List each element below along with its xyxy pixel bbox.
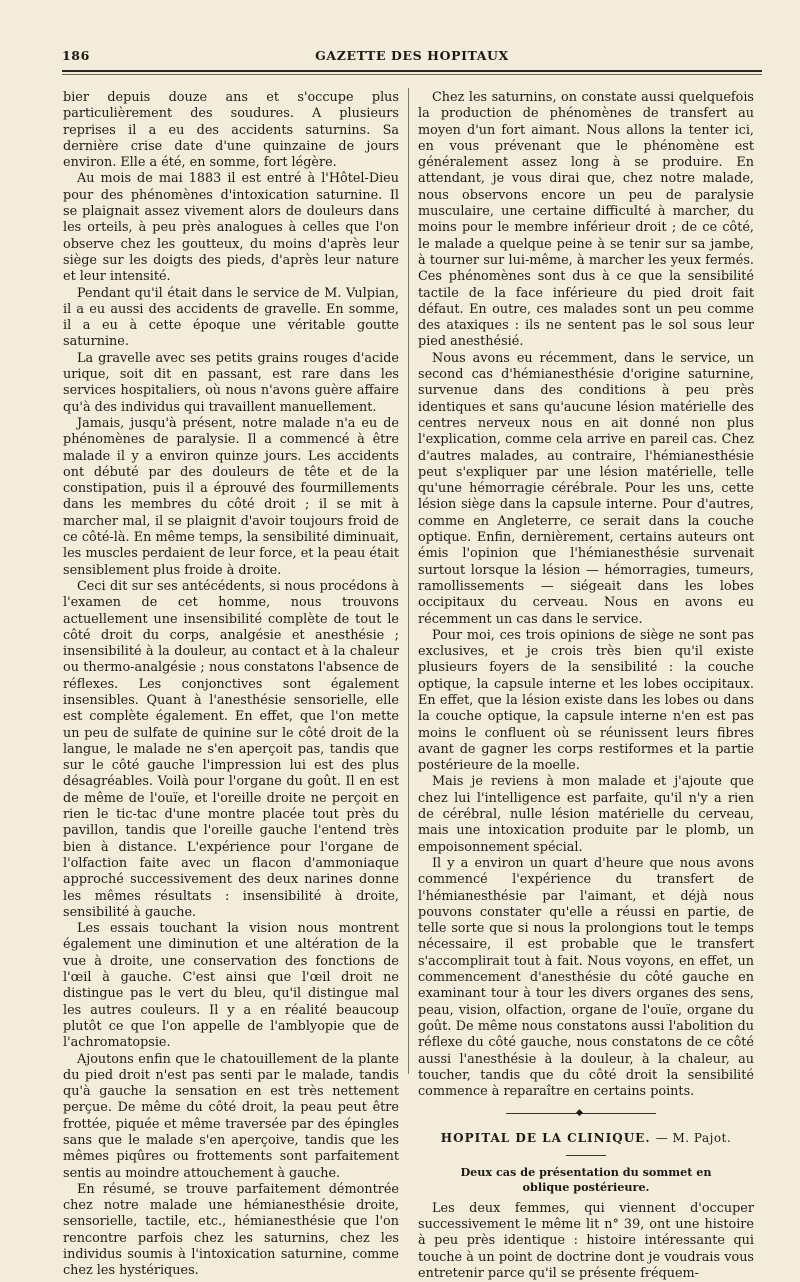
page-header xyxy=(62,48,762,68)
paragraph: En résumé, se trouve parfaitement démontrée chez notre malade une hémianesthésie droite, sensorielle, tactile, etc., hémianesthésie que l'on rencontre parfois chez les saturnins, chez les individus soumis à l'intoxication saturnine, comme chez les hystériques. xyxy=(63,1181,399,1279)
journal-title: GAZETTE DES HOPITAUX xyxy=(315,48,509,63)
paragraph: Nous avons eu récemment, dans le service, un second cas d'hémianesthésie d'origine saturnine, survenue dans des conditions à peu près identiques et sans qu'aucune lésion matérielle des centres nerveux nous en ait donné non plus l'explication, comme cela arrive en pareil cas. Chez d'autres malades, au contraire, l'hémianesthésie peut s'expliquer par une lésion matérielle, telle qu'une hémorragie cérébrale. Pour les uns, cette lésion siège dans la capsule interne. Pour d'autres, comme en Angleterre, ce serait dans la couche optique. Enfin, dernièrement, certains auteurs ont émis l'opinion que l'hémianesthésie survenait surtout lorsque la lésion — hémorragies, tumeurs, ramollissements — siégeait dans les lobes occipitaux du cerveau. Nous en avons eu récemment un cas dans le service. xyxy=(418,350,754,627)
short-rule xyxy=(566,1155,606,1156)
separator-ornament-icon: ◆ xyxy=(576,1108,583,1119)
paragraph: Il y a environ un quart d'heure que nous avons commencé l'expérience du transfert de l'hémianesthésie par l'aimant, et déjà nous pouvons constater qu'elle a réussi en partie, de telle sorte que si nous la prolongions tout le temps nécessaire, il est probable que le transfert s'accomplirait tout à fait. Nous voyons, en effet, un commencement d'anesthésie du côté gauche en examinant tour à tour les divers organes des sens, peau, vision, olfaction, organe de l'ouïe, organe du goût. De même nous constatons aussi l'abolition du réflexe du côté gauche, nous constatons de ce côté aussi l'anesthésie à la douleur, à la chaleur, au toucher, tandis que du côté droit la sensibilité commence à reparaître en certains points. xyxy=(418,855,754,1100)
article-subtitle: Deux cas de présentation du sommet en oblique postérieure. xyxy=(460,1164,712,1194)
paragraph: Pendant qu'il était dans le service de M. Vulpian, il a eu aussi des accidents de gravelle. En somme, il a eu à cette époque une véritable goutte saturnine. xyxy=(63,285,399,350)
right-column xyxy=(418,90,754,1282)
section-author: — M. Pajot. xyxy=(655,1131,732,1146)
section-heading xyxy=(418,1130,754,1146)
section-title: HOPITAL DE LA CLINIQUE. xyxy=(440,1131,651,1146)
paragraph: Mais je reviens à mon malade et j'ajoute que chez lui l'intelligence est parfaite, qu'il n'y a rien de cérébral, nulle lésion matérielle du cerveau, mais une intoxication produite par le plomb, un empoisonnement spécial. xyxy=(418,774,754,855)
header-rule-thin xyxy=(62,74,762,75)
paragraph: La gravelle avec ses petits grains rouges d'acide urique, soit dit en passant, est rare dans les services hospitaliers, où nous n'avons guère affaire qu'à des individus qui travaillent manuellement. xyxy=(63,350,399,415)
left-column xyxy=(63,90,399,1280)
paragraph: Chez les saturnins, on constate aussi quelquefois la production de phénomènes de transfert au moyen d'un fort aimant. Nous allons la tenter ici, en vous prévenant que le phénomène est généralement assez long à se produire. En attendant, je vous dirai que, chez notre malade, nous observons encore un peu de paralysie musculaire, une certaine difficulté à marcher, du moins pour le membre inférieur droit ; de ce côté, le malade a quelque peine à se tenir sur sa jambe, à tourner sur lui-même, à marcher les yeux fermés. Ces phénomènes sont dus à ce que la sensibilité tactile de la face inférieure du pied droit fait défaut. En outre, ces malades sont un peu comme des ataxiques : ils ne sentent pas le sol sous leur pied anesthésié. xyxy=(418,90,754,350)
paragraph: Ceci dit sur ses antécédents, si nous procédons à l'examen de cet homme, nous trouvons actuellement une insensibilité complète de tout le côté droit du corps, analgésie et anesthésie ; insensibilité à la douleur, au contact et à la chaleur ou thermo-analgésie ; nous constatons l'absence de réflexes. Les conjonctives sont également insensibles. Quant à l'anesthésie sensorielle, elle est complète également. En effet, que l'on mette un peu de sulfate de quinine sur le côté droit de la langue, le malade ne s'en aperçoit pas, tandis que sur le côté gauche l'impression lui est des plus désagréables. Voilà pour l'organe du goût. Il en est de même de l'ouïe, et l'oreille droite ne perçoit en rien le tic-tac d'une montre placée tout près du pavillon, tandis que l'oreille gauche l'entend très bien à distance. L'expérience pour l'organe de l'olfaction faite avec un flacon d'ammoniaque approché successivement des deux narines donne les mêmes résultats : insensibilité à droite, sensibilité à gauche. xyxy=(63,578,399,920)
paragraph: Pour moi, ces trois opinions de siège ne sont pas exclusives, et je crois très bien qu'il existe plusieurs foyers de la sensibilité : la couche optique, la capsule interne et les lobes occipitaux. En effet, que la lésion existe dans les lobes ou dans la couche optique, la capsule interne n'en est pas moins le confluent où se réunissent leurs fibres avant de gagner les corps restiformes et la partie postérieure de la moelle. xyxy=(418,627,754,774)
section-separator xyxy=(418,1100,754,1128)
header-rule xyxy=(62,70,762,72)
paragraph: Au mois de mai 1883 il est entré à l'Hôtel-Dieu pour des phénomènes d'intoxication saturnine. Il se plaignait assez vivement alors de douleurs dans les orteils, à peu près analogues à celles que l'on observe chez les goutteux, du moins d'après leur siège sur les doigts des pieds, d'après leur nature et leur intensité. xyxy=(63,171,399,285)
paragraph: Ajoutons enfin que le chatouillement de la plante du pied droit n'est pas senti par le malade, tandis qu'à gauche la sensation en est très nettement perçue. De même du côté droit, la peau peut être frottée, piquée et même traversée par des épingles sans que le malade s'en aperçoive, tandis que les mêmes piqûres ou frottements sont parfaitement sentis au moindre attouchement à gauche. xyxy=(63,1051,399,1181)
column-divider xyxy=(408,88,409,1074)
page-number: 186 xyxy=(62,48,90,63)
paragraph: Les deux femmes, qui viennent d'occuper successivement le même lit n° 39, ont une histoire à peu près identique : histoire intéressante qui touche à un point de doctrine dont je voudrais vous entretenir parce qu'il se présente fréquem- xyxy=(418,1200,754,1281)
paragraph: Jamais, jusqu'à présent, notre malade n'a eu de phénomènes de paralysie. Il a commencé à être malade il y a environ quinze jours. Les accidents ont débuté par des douleurs de tête et de la constipation, puis il a éprouvé des fourmillements dans les membres du côté droit ; il se mit à marcher mal, il se plaignit d'avoir toujours froid de ce côté-là. En même temps, la sensibilité diminuait, les muscles perdaient de leur force, et la peau était sensiblement plus froide à droite. xyxy=(63,415,399,578)
paragraph: bier depuis douze ans et s'occupe plus particulièrement des soudures. A plusieurs reprises il a eu des accidents saturnins. Sa dernière crise date d'une quinzaine de jours environ. Elle a été, en somme, fort légère. xyxy=(63,90,399,171)
paragraph: Les essais touchant la vision nous montrent également une diminution et une altération de la vue à droite, une conservation des fonctions de l'œil à gauche. C'est ainsi que l'œil droit ne distingue pas le vert du bleu, qu'il distingue mal les autres couleurs. Il y a en réalité beaucoup plutôt ce que l'on appelle de l'amblyopie que de l'achromatopsie. xyxy=(63,921,399,1051)
